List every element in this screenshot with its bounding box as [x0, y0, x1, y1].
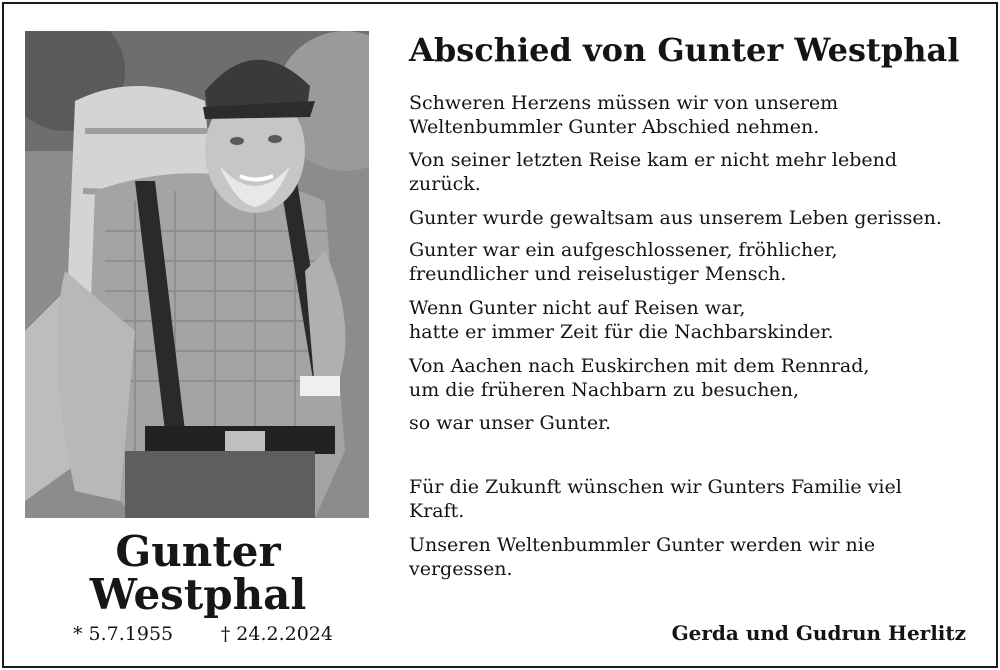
paragraph — [409, 354, 969, 402]
text-line: Von seiner letzten Reise kam er nicht mehr lebend — [409, 149, 898, 171]
text-line: Von Aachen nach Euskirchen mit dem Rennrad, — [409, 355, 870, 377]
paragraph — [409, 206, 969, 230]
text-line: Gunter wurde gewaltsam aus unserem Leben gerissen. — [409, 207, 942, 229]
life-dates — [73, 622, 333, 646]
text-line: Unseren Weltenbummler Gunter werden wir nie — [409, 534, 876, 556]
paragraph — [409, 296, 969, 344]
text-line: Für die Zukunft wünschen wir Gunters Familie viel — [409, 476, 902, 498]
text-line: Schweren Herzens müssen wir von unserem — [409, 92, 839, 114]
text-line: Gunter war ein aufgeschlossener, fröhlicher, — [409, 239, 838, 261]
deceased-first-name: Gunter — [115, 527, 281, 576]
text-line: hatte er immer Zeit für die Nachbarskinder. — [409, 321, 834, 343]
closing-paragraph — [409, 533, 969, 581]
text-line: um die früheren Nachbarn zu besuchen, — [409, 379, 800, 401]
text-line: Weltenbummler Gunter Abschied nehmen. — [409, 116, 820, 138]
portrait-photo — [25, 31, 369, 518]
text-line: zurück. — [409, 173, 481, 195]
paragraph — [409, 91, 969, 139]
deceased-last-name: Westphal — [89, 570, 307, 619]
text-line: freundlicher und reiselustiger Mensch. — [409, 263, 787, 285]
text-line: Wenn Gunter nicht auf Reisen war, — [409, 297, 746, 319]
closing-paragraph — [409, 475, 969, 523]
signature: Gerda und Gudrun Herlitz — [671, 621, 966, 645]
paragraph — [409, 148, 969, 196]
death-date: † 24.2.2024 — [220, 623, 333, 645]
text-line: Kraft. — [409, 500, 465, 522]
notice-title: Abschied von Gunter Westphal — [409, 31, 960, 69]
text-line: so war unser Gunter. — [409, 412, 612, 434]
paragraph — [409, 238, 969, 286]
paragraph — [409, 411, 969, 435]
birth-date: * 5.7.1955 — [73, 623, 174, 645]
text-line: vergessen. — [409, 558, 513, 580]
portrait-photo-icon — [25, 31, 369, 518]
